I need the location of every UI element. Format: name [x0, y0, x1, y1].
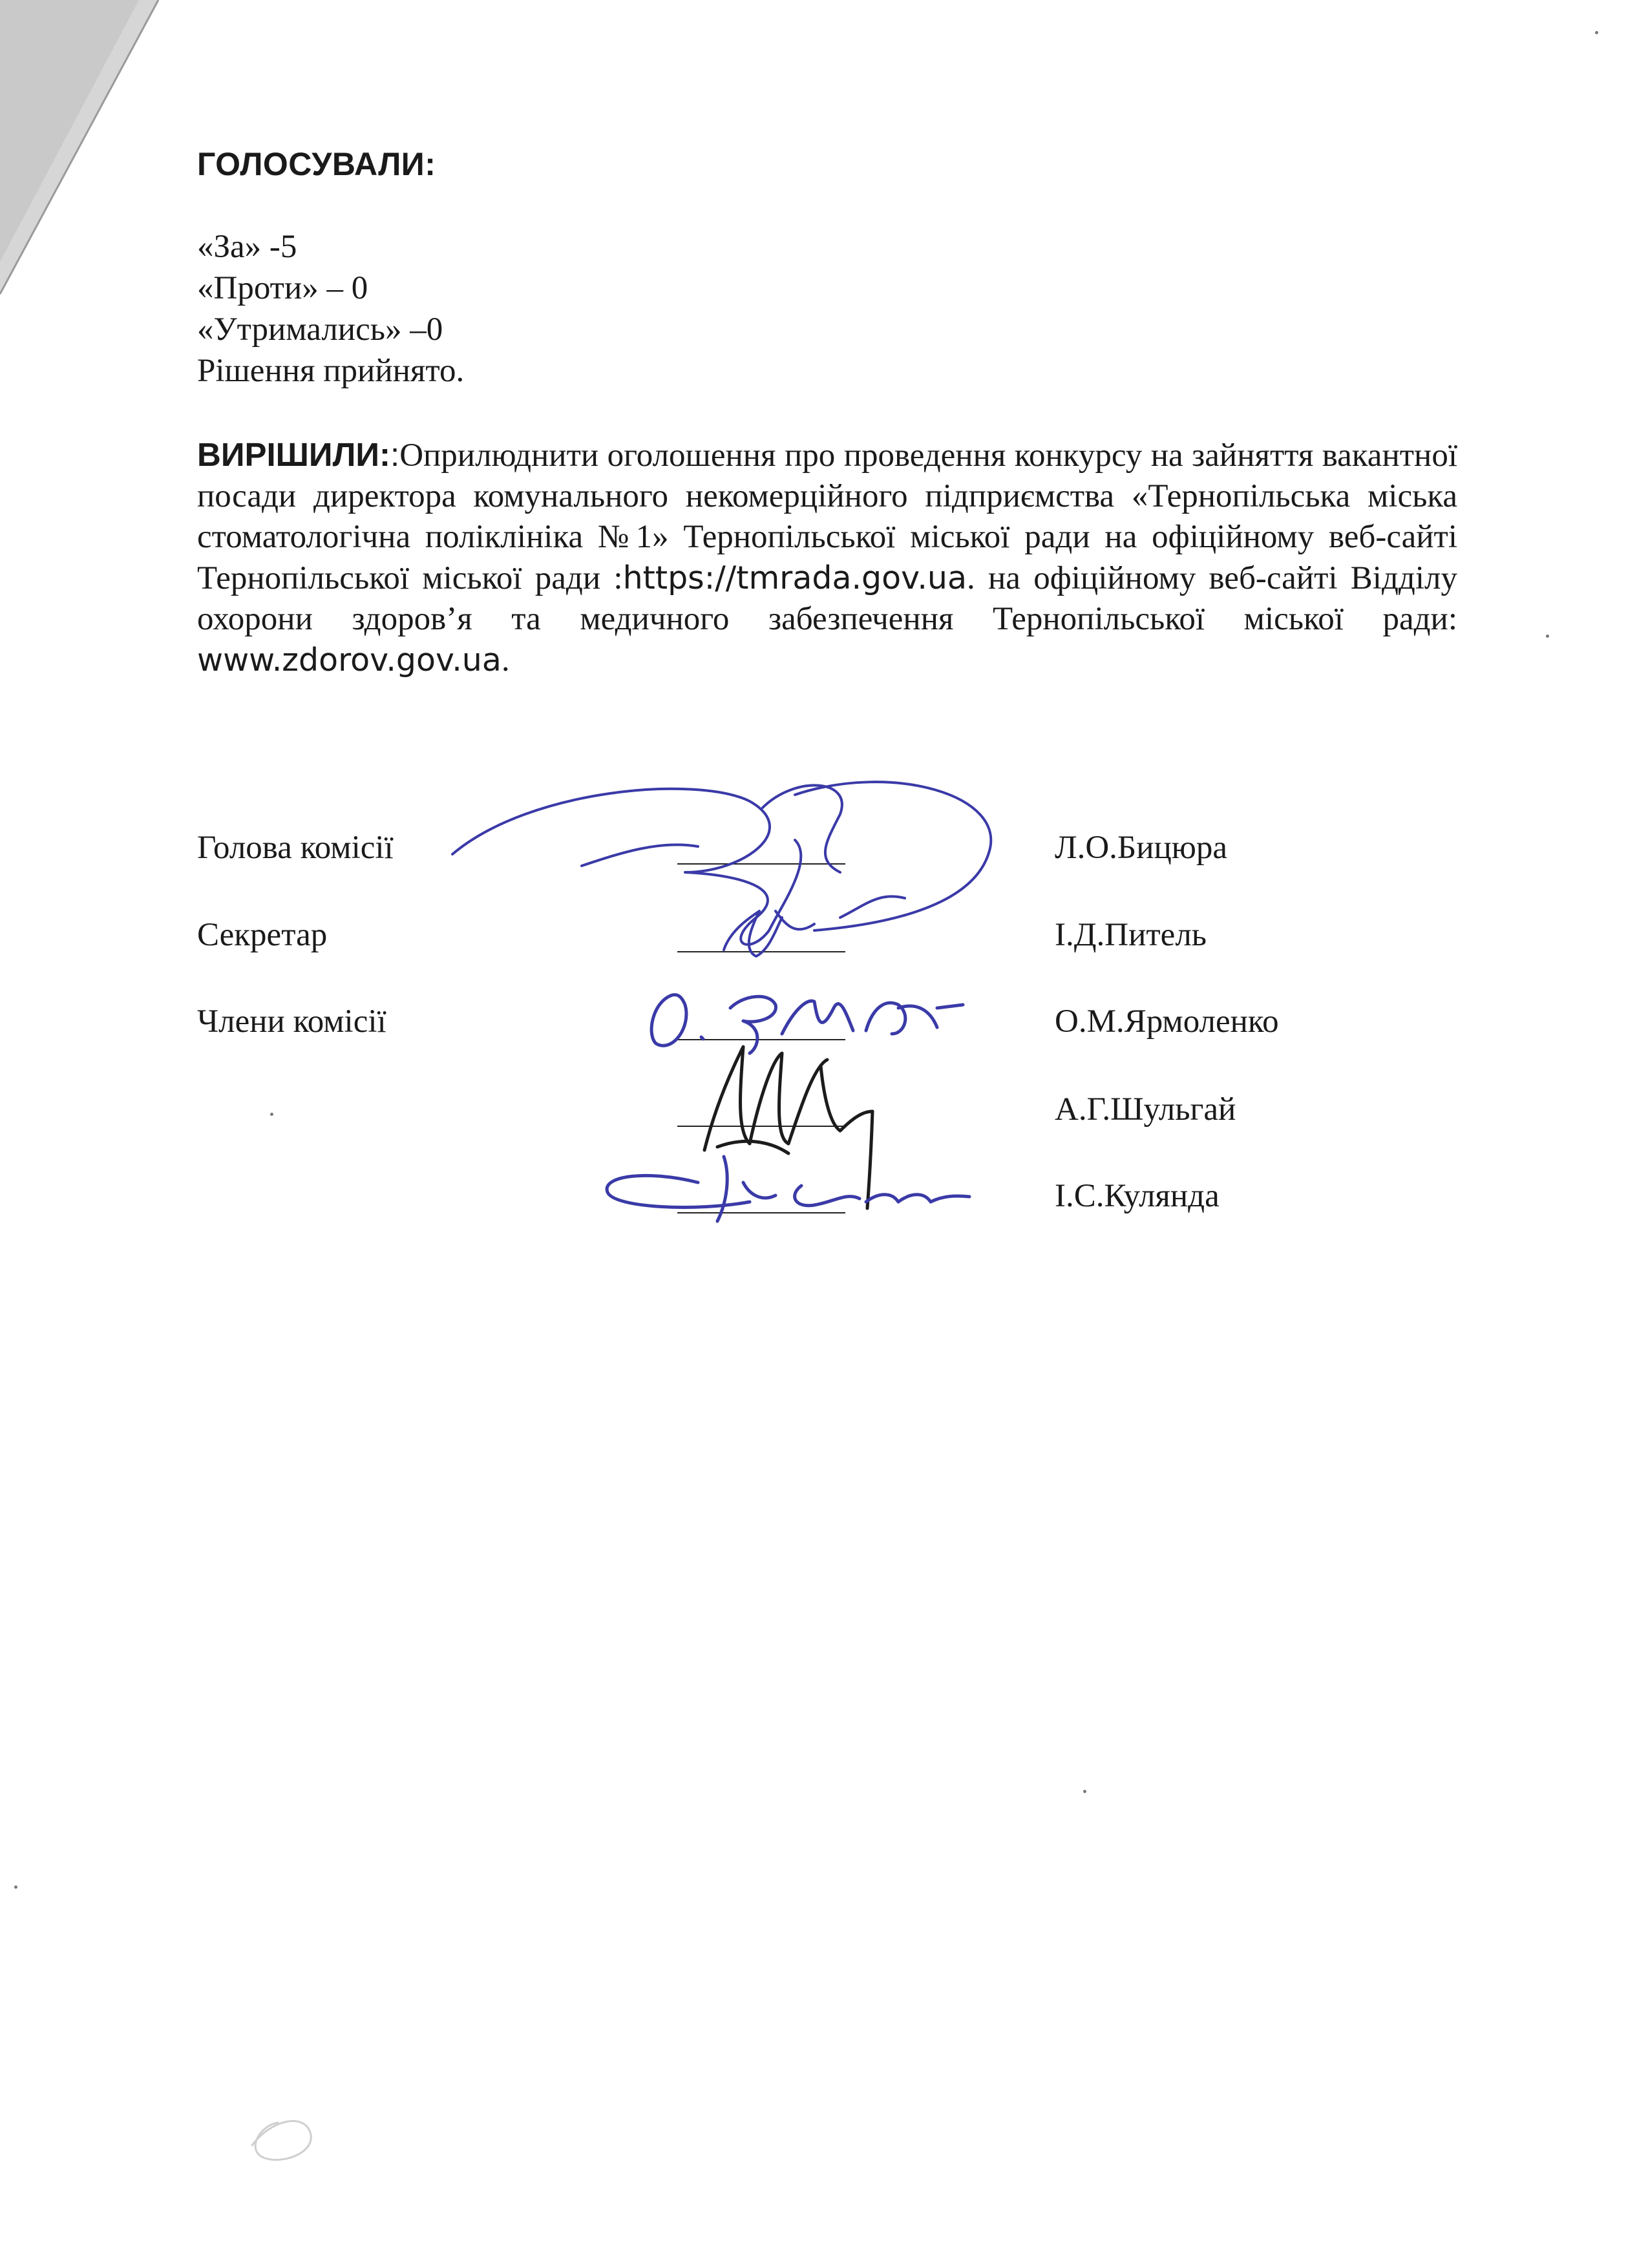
vote-abstained: «Утримались» –0	[197, 311, 443, 348]
decision-text-continued: . на офіційному веб-сайті Відділу охорони здоров’я та медичного забезпечення Тернопільської міської ради:	[197, 560, 1457, 637]
role-members: Члени комісії	[197, 1003, 386, 1040]
scan-speck	[1083, 1790, 1086, 1793]
decision-paragraph	[197, 434, 1457, 681]
vote-against: «Проти» – 0	[197, 270, 368, 306]
signature-line	[677, 1039, 845, 1040]
scan-speck	[1546, 635, 1549, 638]
scan-speck	[14, 1885, 17, 1889]
decision-text: Оприлюднити оголошення про проведення конкурсу на зайняття вакантної посади директора комунального некомерційного підприємства «Тернопільська міська стоматологічна поліклініка №1» Тернопільської міської ради на офіційному веб-сайті Тернопільської міської ради :	[197, 437, 1457, 596]
scan-speck	[270, 1113, 273, 1116]
scan-speck	[1595, 31, 1598, 34]
signature-line	[677, 951, 845, 952]
signature-member-2	[704, 1047, 872, 1208]
signature-line	[677, 1212, 845, 1213]
decision-separator: :	[390, 436, 400, 473]
vote-for: «За» -5	[197, 229, 297, 265]
signature-member-1	[651, 994, 963, 1053]
signature-line	[677, 1126, 845, 1127]
zdorov-url[interactable]: www.zdorov.gov.ua	[197, 642, 502, 678]
signature-line	[677, 863, 845, 865]
name-member-1: О.М.Ярмоленко	[1055, 1003, 1279, 1040]
decision-label: ВИРІШИЛИ:	[197, 436, 391, 473]
name-chair: Л.О.Бицюра	[1055, 830, 1228, 866]
signature-member-3	[607, 1157, 969, 1221]
name-member-3: І.С.Кулянда	[1055, 1178, 1220, 1214]
signature-secretary	[724, 911, 814, 956]
voting-heading: ГОЛОСУВАЛИ:	[197, 146, 436, 182]
role-chair: Голова комісії	[197, 830, 394, 866]
decision-end: .	[501, 642, 510, 678]
decision-adopted: Рішення прийнято.	[197, 353, 465, 389]
name-member-2: А.Г.Шульгай	[1055, 1091, 1236, 1128]
faint-pencil-mark	[252, 2121, 311, 2160]
role-secretary: Секретар	[197, 917, 328, 953]
name-secretary: І.Д.Питель	[1055, 917, 1207, 953]
tmrada-url: https://tmrada.gov.ua	[622, 560, 967, 596]
